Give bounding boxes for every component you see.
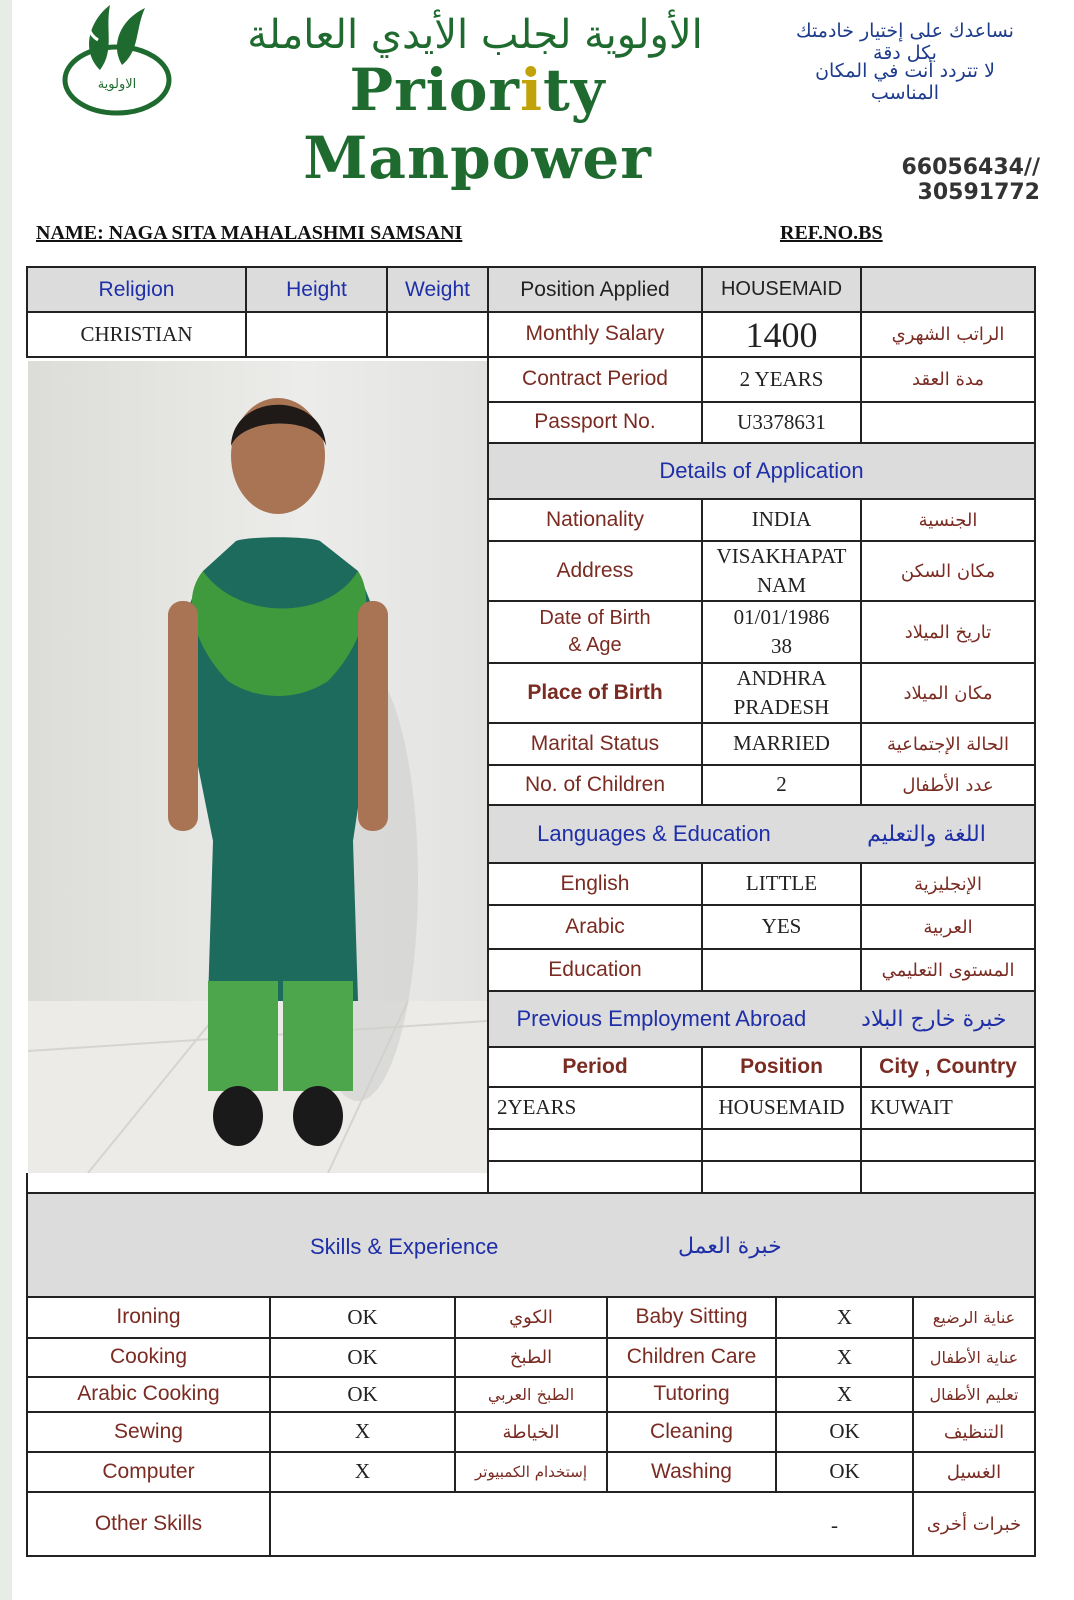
skill-arabic: الطبخ العربي [454,1376,608,1413]
arabic-label: Arabic [487,904,703,950]
skill-value: OK [269,1296,456,1339]
employment-period-header: Period [487,1046,703,1088]
employment-title-arabic: خبرة خارج البلاد [861,1006,1007,1032]
contract-value: 2 YEARS [701,356,862,403]
passport-label: Passport No. [487,401,703,444]
employment-row-period [487,1160,703,1194]
skill-value: OK [269,1337,456,1378]
employment-row-city [860,1160,1036,1194]
skill-label: Tutoring [606,1376,777,1413]
reference-number: REF.NO.BS [780,222,883,244]
nationality-value: INDIA [701,498,862,542]
position-arabic-cell [860,266,1036,313]
address-value [701,540,862,602]
employment-row-position: HOUSEMAID [701,1086,862,1130]
address-label: Address [487,540,703,602]
skill-value: X [775,1376,914,1413]
other-skills-label: Other Skills [26,1491,271,1557]
skill-value: X [775,1337,914,1378]
pob-label: Place of Birth [487,662,703,724]
skill-label: Cleaning [606,1411,777,1453]
candidate-name: NAME: NAGA SITA MAHALASHMI SAMSANI [36,222,463,244]
photo-bottom-spacer [26,1173,489,1194]
skill-label: Ironing [26,1296,271,1339]
tagline-line1: نساعدك على إختيار خادمتك بكل دقة [796,20,1014,64]
marital-arabic: الحالة الإجتماعية [860,722,1036,766]
children-label: No. of Children [487,764,703,806]
height-header: Height [245,266,388,313]
english-label: English [487,862,703,906]
languages-title-arabic: اللغة والتعليم [867,821,986,847]
details-section-title: Details of Application [487,442,1036,500]
company-name-part2: ty Manpower [303,56,652,192]
education-label: Education [487,948,703,992]
skill-value: X [269,1411,456,1453]
employment-title: Previous Employment Abroad [516,1006,807,1031]
skills-title: Skills & Experience [310,1234,499,1259]
dob-arabic: تاريخ الميلاد [860,600,1036,664]
position-value: HOUSEMAID [701,266,862,313]
company-name-accent-letter: i [519,56,543,124]
skill-arabic: عناية الرضيع [912,1296,1036,1339]
dob-label-line2: & Age [568,634,622,656]
address-line1: VISAKHAPAT [716,543,847,568]
skill-arabic: الغسيل [912,1451,1036,1493]
skill-label: Sewing [26,1411,271,1453]
skill-label: Baby Sitting [606,1296,777,1339]
arabic-value: YES [701,904,862,950]
skill-label: Children Care [606,1337,777,1378]
skill-arabic: الطبخ [454,1337,608,1378]
salary-arabic: الراتب الشهري [860,311,1036,358]
skill-arabic: تعليم الأطفال [912,1376,1036,1413]
company-name-part1: Prior [349,56,520,124]
contract-label: Contract Period [487,356,703,403]
salary-value: 1400 [701,311,862,358]
languages-section-title [487,804,1036,864]
candidate-photo [28,361,487,1173]
skill-label: Washing [606,1451,777,1493]
tagline-line2: لا تتردد أنت في المكان المناسب [815,60,995,104]
employment-row-city: KUWAIT [860,1086,1036,1130]
skill-value: X [269,1451,456,1493]
skill-arabic: عناية الأطفال [912,1337,1036,1378]
skill-arabic: الكوي [454,1296,608,1339]
passport-arabic-cell [860,401,1036,444]
skill-label: Arabic Cooking [26,1376,271,1413]
weight-value [386,311,489,358]
left-margin-strip [0,0,12,1600]
employment-section-title [487,990,1036,1048]
other-skills-dash: - [831,1513,838,1537]
dob-label-line1: Date of Birth [539,607,651,629]
marital-value: MARRIED [701,722,862,766]
other-skills-value [269,1491,914,1557]
employment-row-period [487,1128,703,1162]
education-value [701,948,862,992]
arabic-arabic: العربية [860,904,1036,950]
dob-date: 01/01/1986 [733,604,830,629]
dob-label [487,600,703,664]
address-line2: NAM [756,573,806,597]
pob-line2: PRADESH [733,695,830,719]
employment-row-city [860,1128,1036,1162]
address-arabic: مكان السكن [860,540,1036,602]
children-arabic: عدد الأطفال [860,764,1036,806]
height-value [245,311,388,358]
pob-value [701,662,862,724]
contract-arabic: مدة العقد [860,356,1036,403]
employment-row-position [701,1128,862,1162]
nationality-arabic: الجنسية [860,498,1036,542]
pob-arabic: مكان الميلاد [860,662,1036,724]
company-name-english [200,56,755,192]
age-value: 38 [771,634,792,658]
children-value: 2 [701,764,862,806]
religion-value: CHRISTIAN [26,311,247,358]
skill-label: Computer [26,1451,271,1493]
employment-row-period: 2YEARS [487,1086,703,1130]
company-name-arabic: الأولوية لجلب الأيدي العاملة [247,12,703,58]
company-logo [60,0,175,120]
nationality-label: Nationality [487,498,703,542]
english-arabic: الإنجليزية [860,862,1036,906]
pob-line1: ANDHRA [736,665,827,690]
religion-header: Religion [26,266,247,313]
employment-city-header: City , Country [860,1046,1036,1088]
skill-arabic: إستخدام الكمبيوتر [454,1451,608,1493]
employment-row-position [701,1160,862,1194]
salary-label: Monthly Salary [487,311,703,358]
languages-title: Languages & Education [537,821,771,846]
skill-value: OK [269,1376,456,1413]
weight-header: Weight [386,266,489,313]
other-skills-arabic: خبرات أخرى [912,1491,1036,1557]
dob-value [701,600,862,664]
position-label: Position Applied [487,266,703,313]
employment-position-header: Position [701,1046,862,1088]
english-value: LITTLE [701,862,862,906]
skills-section-title [26,1192,1036,1298]
skills-title-arabic: خبرة العمل [678,1234,782,1259]
skill-value: X [775,1296,914,1339]
skill-value: OK [775,1451,914,1493]
phone-numbers: 66056434// 30591772 [901,155,1040,205]
logo-text: الاولوية [97,77,137,92]
passport-value: U3378631 [701,401,862,444]
skill-label: Cooking [26,1337,271,1378]
skill-arabic: التنظيف [912,1411,1036,1453]
education-arabic: المستوى التعليمي [860,948,1036,992]
skill-value: OK [775,1411,914,1453]
marital-label: Marital Status [487,722,703,766]
skill-arabic: الخياطة [454,1411,608,1453]
